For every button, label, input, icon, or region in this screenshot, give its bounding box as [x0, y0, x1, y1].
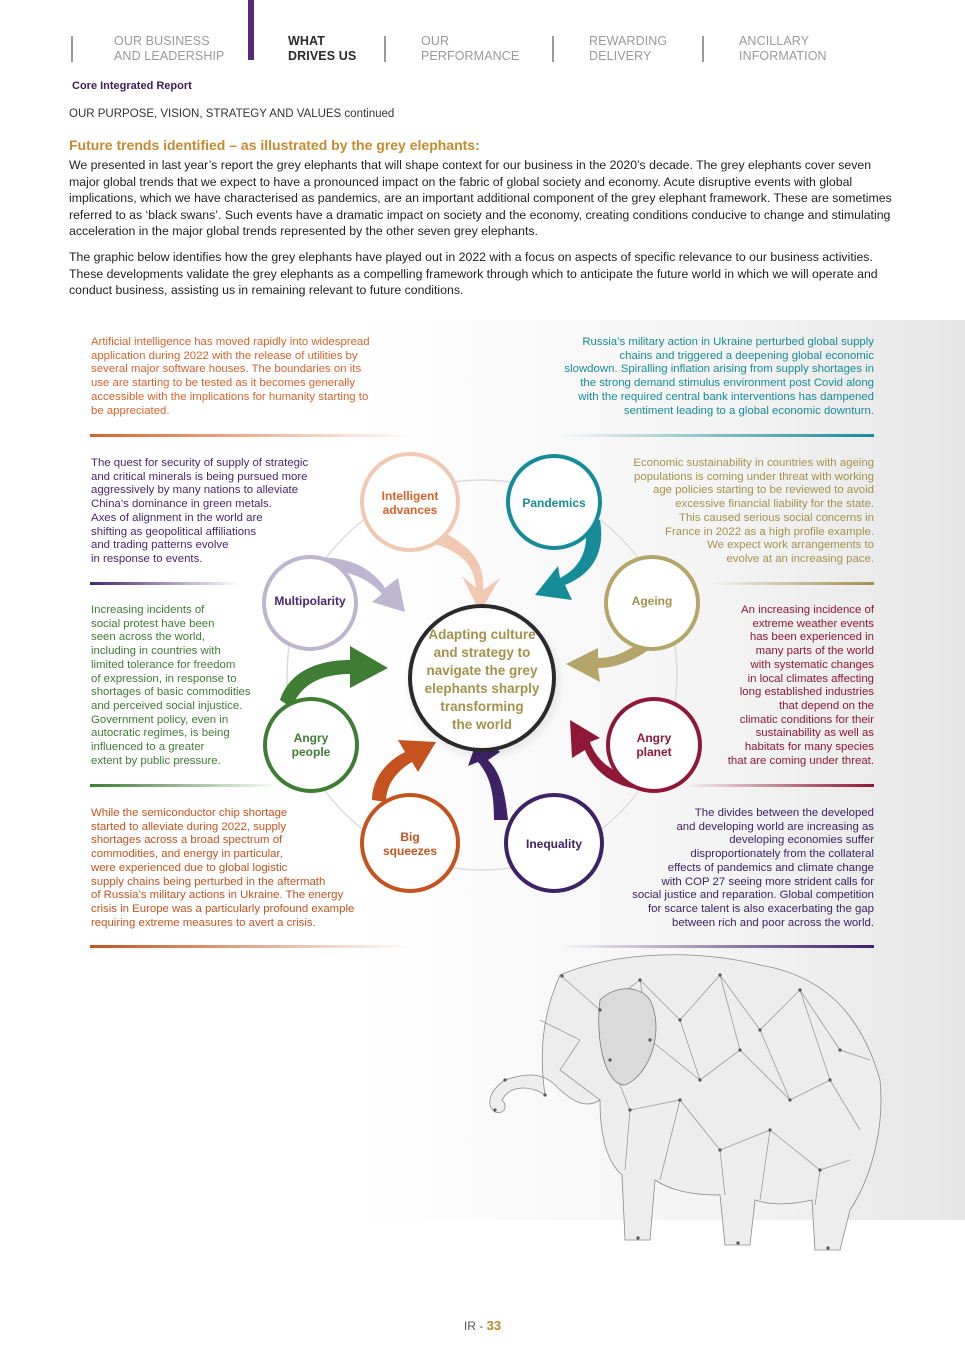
report-label: Core Integrated Report — [72, 80, 192, 92]
angry-people-arrow — [280, 646, 388, 708]
node-label: people — [291, 745, 331, 759]
nav-label: OUR BUSINESS — [114, 34, 210, 48]
text-line: and perceived social injustice. — [91, 699, 243, 712]
ai-divider — [90, 434, 410, 437]
text-line: evolve at an increasing pace. — [726, 552, 874, 565]
text-line: age policies starting to be reviewed to avoid — [653, 484, 874, 497]
text-line: social justice and reparation. Global competition — [632, 889, 874, 902]
text-line: climatic conditions for their — [739, 713, 874, 726]
text-line: extreme weather events — [752, 617, 874, 630]
text-line: long established industries — [739, 686, 874, 699]
node-label: Inequality — [525, 837, 583, 851]
weather-divider — [684, 784, 874, 787]
text-line: autocratic regimes, is being — [91, 727, 230, 740]
text-line: with COP 27 seeing more strident calls for — [661, 875, 874, 888]
node-angry-people — [265, 699, 357, 791]
text-line: for scarce talent is also exacerbating the gap — [647, 902, 874, 915]
text-line: of expression, in response to — [91, 672, 237, 685]
intro-paragraph: We presented in last year’s report the grey elephants that will shape context for our business in the 2020’s decade. The grey elephants cover seven major global trends that we expect to have a pronounced impact on the fabric of global society and economy. Acute disruptive events with global implications, which we have characterised as pandemics, are an important additional component of the grey elephant framework. These are sometimes referred to as ‘black swans’. Such events have a dramatic impact on society and the economy, creating conditions conducive to change and stimulating acceleration in the major global trends represented by the other seven grey elephants. — [69, 158, 892, 239]
text-line: application during 2022 with the release of utilities by — [91, 349, 358, 362]
node-label: squeezes — [382, 844, 438, 858]
page-number: 33 — [486, 1318, 502, 1333]
nav-label: OUR — [421, 34, 450, 48]
elephant-illustration — [490, 955, 881, 1250]
text-line: Increasing incidents of — [91, 604, 205, 616]
text-line: seen across the world, — [91, 631, 205, 644]
text-line: aggressively by many nations to alleviate — [91, 484, 299, 497]
ageing-divider — [710, 582, 874, 585]
ai-text — [91, 336, 370, 418]
text-line: that are coming under threat. — [727, 754, 874, 767]
text-line: several major software houses. The boundaries on its — [91, 363, 362, 376]
nav-label: ANCILLARY — [739, 34, 810, 48]
nav-label: WHAT — [288, 34, 325, 48]
text-line: While the semiconductor chip shortage — [91, 807, 288, 819]
text-line: were experienced due to global logistic — [91, 861, 288, 874]
big-squeezes-arrow — [372, 740, 436, 802]
text-line: accessible with the implications for humanity starting to — [91, 390, 369, 403]
text-line: France in 2022 as a high profile example. — [665, 525, 874, 538]
text-line: An increasing incidence of — [741, 604, 874, 616]
page-footer — [0, 1318, 965, 1333]
protest-text — [91, 604, 251, 768]
text-line: populations is coming under threat with working — [634, 470, 874, 483]
text-line: Economic sustainability in countries with ageing — [633, 457, 874, 469]
ukraine-text — [504, 336, 874, 418]
node-label: Angry — [293, 731, 329, 745]
footer-prefix: IR - — [463, 1319, 487, 1333]
node-label: Angry — [636, 731, 672, 745]
text-line: Government policy, even in — [91, 713, 229, 726]
protest-divider — [90, 784, 280, 787]
text-line: Axes of alignment in the world are — [91, 511, 263, 524]
node-label: Ageing — [631, 594, 673, 608]
text-line: excessive financial liability for the state. — [675, 498, 874, 511]
text-line: shortages of basic commodities — [91, 686, 251, 699]
section-title: OUR PURPOSE, VISION, STRATEGY AND VALUES continued — [69, 108, 395, 120]
text-line: The divides between the developed — [694, 807, 874, 819]
node-label: Intelligent — [381, 489, 439, 503]
center-line: Adapting culture — [428, 627, 536, 642]
divides-divider — [560, 945, 874, 948]
center-line: and strategy to — [433, 645, 531, 660]
nav-label: DRIVES US — [288, 49, 357, 63]
center-line: navigate the grey — [426, 663, 538, 678]
text-line: requiring extreme measures to avert a crisis. — [91, 916, 316, 929]
chips-divider — [90, 945, 410, 948]
text-line: between rich and poor across the world. — [672, 916, 874, 929]
chips-text — [91, 807, 354, 930]
nav-label: AND LEADERSHIP — [114, 49, 225, 63]
text-line: and critical minerals is being pursued more — [91, 470, 308, 483]
text-line: effects of pandemics and climate change — [667, 861, 874, 874]
text-line: and trading patterns evolve — [91, 539, 229, 552]
center-line: elephants sharply — [424, 681, 540, 696]
graphic-intro-paragraph: The graphic below identifies how the grey elephants have played out in 2022 with a focus on aspects of specific relevance to our business activities. These developments validate the grey elephants as a compelling framework through which to anticipate the future world in which we will operate and conduct business, assisting us in remaining relevant to future conditions. — [69, 250, 878, 298]
text-line: This caused serious social concerns in — [679, 511, 874, 524]
text-line: in local climates affecting — [747, 672, 874, 685]
text-line: We expect work arrangements to — [707, 539, 874, 552]
nav-label: PERFORMANCE — [421, 49, 520, 63]
node-label: planet — [636, 745, 672, 759]
ukraine-divider — [560, 434, 874, 437]
text-line: including in countries with — [91, 645, 221, 658]
nav-label: INFORMATION — [739, 49, 827, 63]
text-line: extent by public pressure. — [91, 754, 221, 767]
weather-text — [684, 604, 874, 768]
text-line: in response to events. — [91, 552, 203, 565]
node-multipolarity — [264, 557, 356, 649]
text-line: Artificial intelligence has moved rapidly into widespread — [91, 336, 370, 348]
node-label: advances — [382, 503, 438, 517]
nav-label: REWARDING — [589, 34, 668, 48]
center-line: the world — [452, 717, 512, 732]
node-big-squeezes — [362, 795, 458, 891]
text-line: the strong demand stimulus environment post Covid along — [580, 377, 874, 390]
text-line: social protest have been — [91, 617, 215, 630]
text-line: The quest for security of supply of strategic — [91, 457, 309, 469]
text-line: many parts of the world — [755, 645, 874, 658]
text-line: sustainability as well as — [755, 727, 874, 740]
ageing-text — [574, 457, 874, 567]
text-line: use are starting to be tested as it becomes generally — [91, 377, 356, 390]
text-line: supply chains being perturbed in the aftermath — [91, 875, 326, 888]
text-line: slowdown. Spiralling inflation arising from supply shortages in — [564, 363, 874, 376]
text-line: of Russia’s military actions in Ukraine. The energy — [91, 889, 344, 902]
text-line: be appreciated. — [91, 404, 170, 417]
node-label: Multipolarity — [274, 594, 346, 608]
text-line: started to alleviate during 2022, supply — [91, 820, 287, 833]
text-line: with the required central bank interventions has dampened — [578, 390, 874, 403]
node-label: Big — [400, 830, 420, 844]
node-label: Pandemics — [522, 496, 586, 510]
minerals-text — [91, 457, 308, 567]
text-line: shifting as geopolitical affiliations — [91, 525, 257, 538]
minerals-divider — [90, 582, 240, 585]
text-line: Russia’s military action in Ukraine perturbed global supply — [582, 336, 874, 348]
nav-label: DELIVERY — [589, 49, 652, 63]
text-line: with systematic changes — [750, 658, 874, 671]
text-line: has been experienced in — [749, 631, 874, 644]
text-line: developing economies suffer — [729, 834, 874, 847]
text-line: habitats for many species — [744, 741, 874, 754]
text-line: limited tolerance for freedom — [91, 658, 236, 671]
text-line: and developing world are increasing as — [676, 820, 874, 833]
text-line: influenced to a greater — [91, 741, 205, 754]
text-line: sentiment leading to a global economic downturn. — [623, 404, 874, 417]
text-line: chains and triggered a deepening global economic — [619, 349, 874, 362]
text-line: disproportionately from the collateral — [690, 848, 874, 861]
divides-text — [574, 807, 874, 930]
text-line: crisis in Europe was a particularly profound example — [91, 902, 355, 915]
text-line: China’s dominance in green metals. — [91, 498, 272, 511]
text-line: that depend on the — [778, 699, 874, 712]
center-line: transforming — [440, 699, 524, 714]
node-intelligent-advances — [362, 454, 458, 550]
text-line: commodities, and energy in particular, — [91, 848, 283, 861]
text-line: shortages across a broad spectrum of — [91, 834, 283, 847]
page-heading: Future trends identified – as illustrated by the grey elephants: — [69, 137, 480, 153]
